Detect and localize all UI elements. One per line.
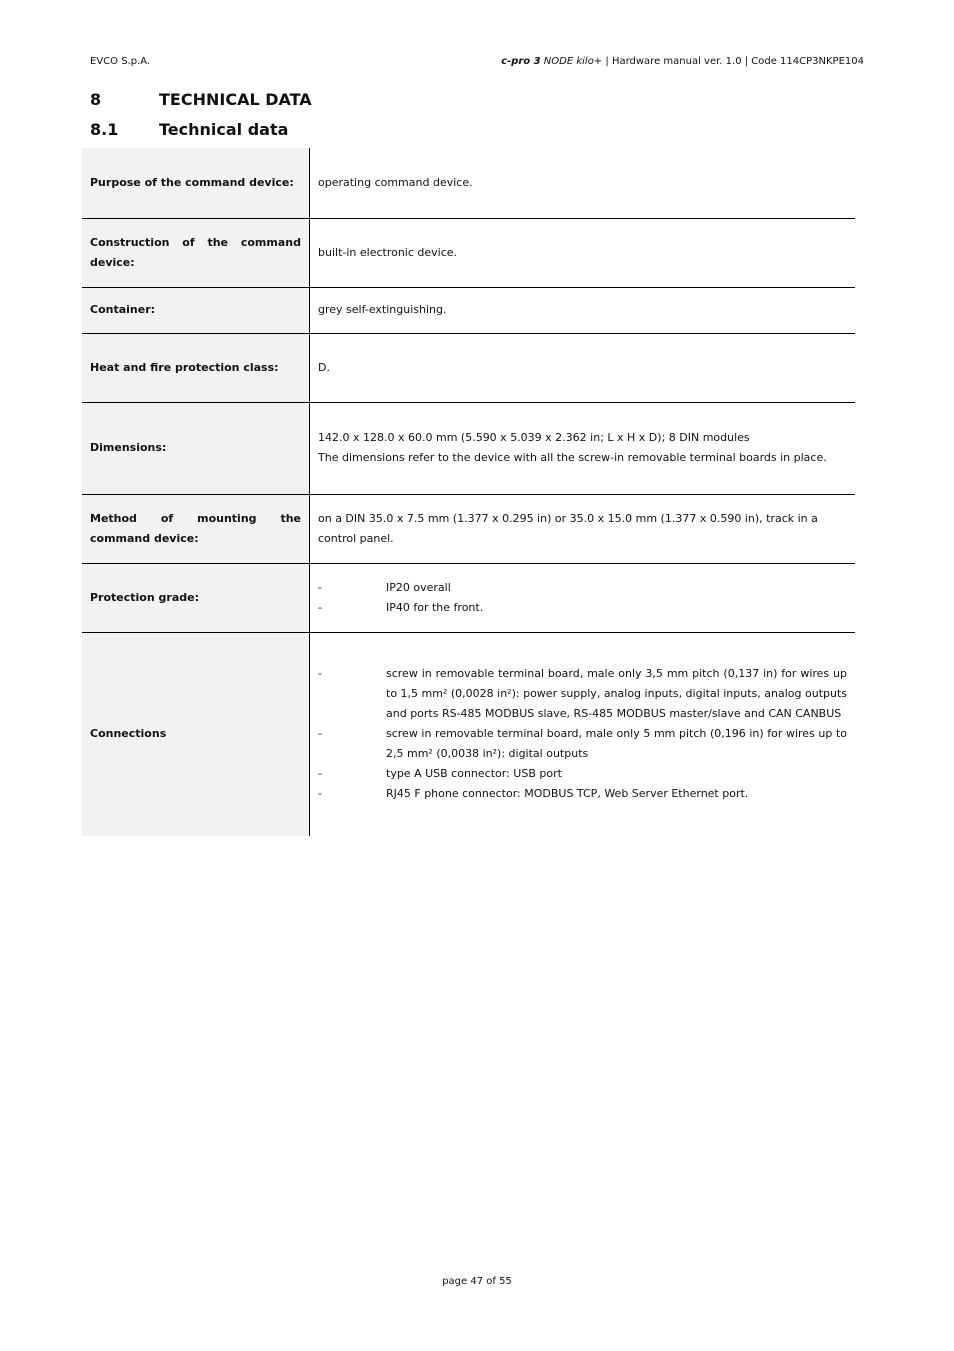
row-label: Method of mounting the command device:: [82, 494, 310, 563]
row-value: on a DIN 35.0 x 7.5 mm (1.377 x 0.295 in) or 35.0 x 15.0 mm (1.377 x 0.590 in), track in a control panel.: [318, 511, 818, 545]
bullet-text: IP40 for the front.: [386, 600, 484, 614]
product-name-italic: NODE kilo+: [543, 56, 603, 67]
row-value: [310, 563, 856, 632]
company-name: EVCO S.p.A.: [90, 56, 151, 67]
table-row: [82, 287, 855, 333]
bullet-marker: -: [318, 667, 322, 681]
document-reference: [501, 56, 864, 67]
list-item: [318, 784, 847, 804]
row-label: Protection grade:: [82, 563, 310, 632]
row-value: D.: [318, 360, 330, 374]
list-item: [318, 664, 847, 724]
dimensions-line-2: The dimensions refer to the device with all the screw-in removable terminal boards in place.: [318, 451, 827, 464]
table-row: [82, 563, 855, 632]
row-value: grey self-extinguishing.: [318, 303, 447, 316]
section-number: 8: [90, 90, 102, 109]
bullet-text: IP20 overall: [386, 580, 451, 594]
row-label: Connections: [82, 632, 310, 836]
row-value: [310, 402, 856, 494]
row-label: Heat and fire protection class:: [82, 333, 310, 402]
manual-info: | Hardware manual ver. 1.0 | Code 114CP3NKPE104: [605, 56, 864, 67]
bullet-marker: -: [318, 767, 322, 781]
subsection-number: 8.1: [90, 120, 119, 139]
bullet-marker: -: [318, 727, 322, 741]
row-value: [310, 632, 856, 836]
table-row: [82, 218, 855, 287]
section-title: TECHNICAL DATA: [159, 90, 312, 109]
table-row: [82, 333, 855, 402]
row-label: Construction of the command device:: [82, 218, 310, 287]
list-item: [318, 724, 847, 764]
product-name-bold: c-pro 3: [501, 56, 541, 67]
subsection-title: Technical data: [159, 120, 289, 139]
bullet-marker: -: [318, 787, 322, 801]
table-row: [82, 402, 855, 494]
bullet-text: type A USB connector: USB port: [386, 767, 562, 781]
subsection-heading: [90, 120, 288, 139]
section-heading: [90, 90, 312, 109]
list-item: [318, 598, 847, 618]
bullet-text: RJ45 F phone connector: MODBUS TCP, Web Server Ethernet port.: [386, 787, 749, 801]
dimensions-line-1: 142.0 x 128.0 x 60.0 mm (5.590 x 5.039 x 2.362 in; L x H x D); 8 DIN modules: [318, 431, 750, 444]
table-row: [82, 494, 855, 563]
row-value: operating command device.: [318, 175, 473, 189]
technical-data-table: [82, 148, 855, 836]
table-row: [82, 148, 855, 218]
bullet-marker: -: [318, 600, 322, 614]
bullet-marker: -: [318, 580, 322, 594]
table-row: [82, 632, 855, 836]
row-label: Container:: [82, 287, 310, 333]
bullet-text: screw in removable terminal board, male only 5 mm pitch (0,196 in) for wires up to 2,5 mm² (0,0038 in²): digital outputs: [386, 727, 847, 761]
list-item: [318, 578, 847, 598]
row-label: Dimensions:: [82, 402, 310, 494]
list-item: [318, 764, 847, 784]
row-label: Purpose of the command device:: [82, 148, 310, 218]
row-value: built-in electronic device.: [318, 245, 458, 259]
page-number: page 47 of 55: [442, 1276, 512, 1287]
bullet-text: screw in removable terminal board, male only 3,5 mm pitch (0,137 in) for wires up to 1,5 mm² (0,0028 in²): power supply, analog inputs, digital inputs, analog outputs and ports RS-485 MODBUS slave, RS-485 MODBUS master/slave and CAN CANBUS: [386, 667, 847, 721]
